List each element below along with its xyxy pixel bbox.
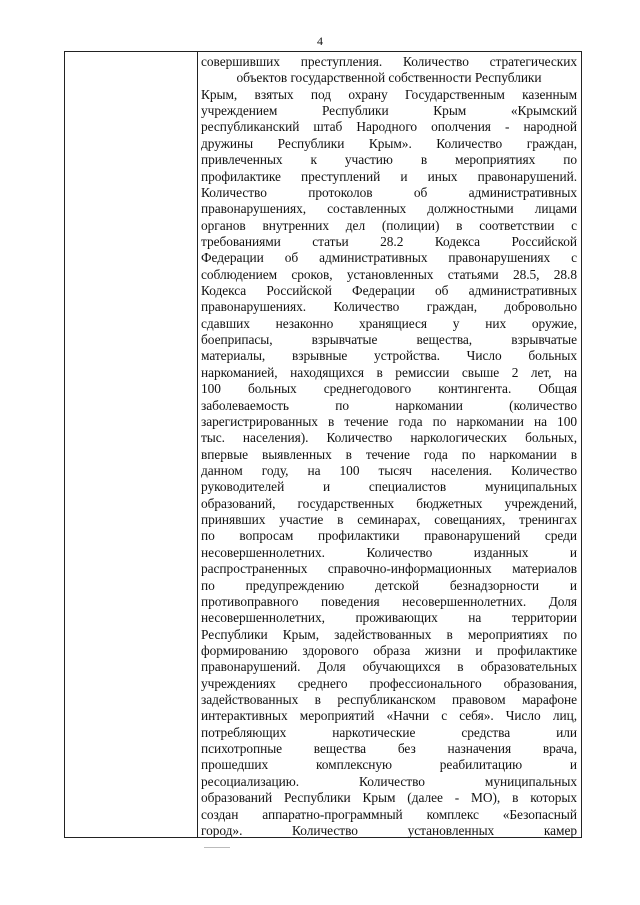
text-line: сдавших незаконно хранящиеся у них оружие,: [201, 315, 577, 331]
text-line: правонарушений. Доля обучающихся в образовательных: [201, 659, 577, 675]
text-line: создан аппаратно-программный комплекс «Безопасный: [201, 806, 577, 822]
text-line: интерактивных мероприятий «Начни с себя». Число лиц,: [201, 708, 577, 724]
table-text-cell: [201, 54, 577, 839]
text-line: руководителей и специалистов муниципальных: [201, 479, 577, 495]
text-line: Федерации об административных правонарушениях с: [201, 250, 577, 266]
text-line: Республики Крым, задействованных в мероприятиях по: [201, 626, 577, 642]
text-line: образований, государственных бюджетных учреждений,: [201, 495, 577, 511]
text-line: принявших участие в семинарах, совещаниях, тренингах: [201, 512, 577, 528]
text-line: несовершеннолетних, проживающих на территории: [201, 610, 577, 626]
text-line: несовершеннолетних. Количество изданных и: [201, 544, 577, 560]
text-line: Кодекса Российской Федерации об административных: [201, 283, 577, 299]
text-line: тыс. населения). Количество наркологических больных,: [201, 430, 577, 446]
text-line: республиканский штаб Народного ополчения - народной: [201, 119, 577, 135]
text-line: ресоциализацию. Количество муниципальных: [201, 773, 577, 789]
text-line: потребляющих наркотические средства или: [201, 724, 577, 740]
text-line: заболеваемость по наркомании (количество: [201, 397, 577, 413]
text-line: впервые выявленных в течение года по наркомании в: [201, 446, 577, 462]
text-line: психотропные вещества без назначения врача,: [201, 741, 577, 757]
text-line: прошедших комплексную реабилитацию и: [201, 757, 577, 773]
text-line: по предупреждению детской безнадзорности и: [201, 577, 577, 593]
text-line: материалы, взрывные устройства. Число больных: [201, 348, 577, 364]
scan-artifact-mark: [204, 847, 230, 848]
text-line: профилактике преступлений и иных правонарушений.: [201, 168, 577, 184]
text-line: формированию здорового образа жизни и профилактике: [201, 642, 577, 658]
page-number: 4: [317, 34, 323, 48]
text-line: образований Республики Крым (далее - МО), в которых: [201, 790, 577, 806]
text-line: соблюдением сроков, установленных статьями 28.5, 28.8: [201, 266, 577, 282]
text-line: боеприпасы, взрывчатые вещества, взрывчатые: [201, 332, 577, 348]
text-line: учреждениях среднего профессионального образования,: [201, 675, 577, 691]
text-line: противоправного поведения несовершеннолетних. Доля: [201, 593, 577, 609]
text-line: учреждением Республики Крым «Крымский: [201, 103, 577, 119]
text-line: органов внутренних дел (полиции) в соответствии с: [201, 217, 577, 233]
table-left-cell: [65, 52, 197, 837]
text-line: 100 больных среднегодового контингента. Общая: [201, 381, 577, 397]
text-line: по вопросам профилактики правонарушений среди: [201, 528, 577, 544]
text-line: объектов государственной собственности Республики: [236, 70, 542, 86]
text-line: правонарушениях, составленных должностными лицами: [201, 201, 577, 217]
text-line: требованиями статьи 28.2 Кодекса Российской: [201, 233, 577, 249]
text-line: данном году, на 100 тысяч населения. Количество: [201, 462, 577, 478]
text-line: город». Количество установленных камер: [201, 822, 577, 838]
document-table: [64, 51, 582, 838]
text-line: привлеченных к участию в мероприятиях по: [201, 152, 577, 168]
text-line: задействованных в республиканском правовом марафоне: [201, 692, 577, 708]
text-line: Количество протоколов об административных: [201, 184, 577, 200]
column-divider: [197, 52, 198, 837]
text-line: распространенных справочно-информационных материалов: [201, 561, 577, 577]
text-line: зарегистрированных в течение года по наркомании на 100: [201, 413, 577, 429]
text-line: Крым, взятых под охрану Государственным казенным: [201, 86, 577, 102]
text-line: наркоманией, находящихся в ремиссии свыше 2 лет, на: [201, 364, 577, 380]
text-line: дружины Республики Крым». Количество граждан,: [201, 135, 577, 151]
text-line: правонарушениях. Количество граждан, добровольно: [201, 299, 577, 315]
text-line: совершивших преступления. Количество стратегических: [201, 54, 577, 69]
